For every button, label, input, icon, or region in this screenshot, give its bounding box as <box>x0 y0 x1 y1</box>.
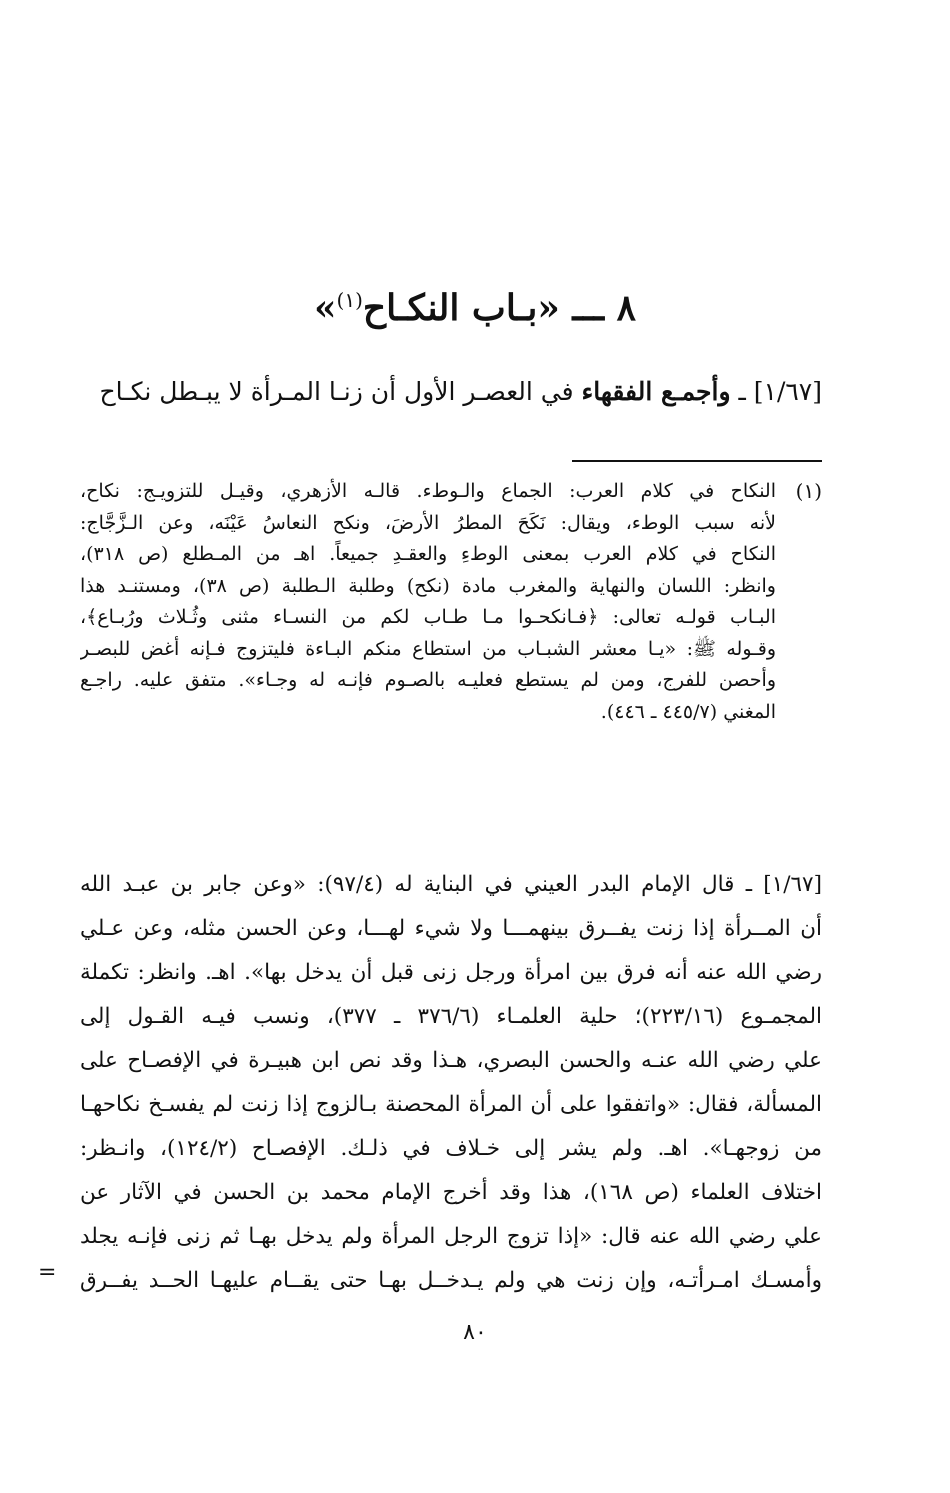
footnote-line: وقـوله ﷺ: «يـا معشر الشبـاب من استطاع منكم البـاءة فليتزوج فـإنه أغض للبصـر <box>80 637 776 660</box>
commentary-line: المسألة، فقال: «واتفقوا على أن المرأة المحصنة بـالزوج إذا زنت لم يفسـخ نكاحهـا <box>80 1092 822 1117</box>
continuation-mark: = <box>38 1260 57 1285</box>
footnote-line: المغني (٤٤٥/٧ ـ ٤٤٦). <box>600 700 776 723</box>
commentary-line: اختلاف العلماء (ص ١٦٨)، هذا وقد أخرج الإمام محمد بن الحسن في الآثار عن <box>80 1180 822 1205</box>
chapter-title <box>80 272 870 336</box>
main-text-bold: وأجمـع الفقهاء <box>581 377 731 406</box>
footnote-line: لأنه سبب الوطء، ويقال: نَكَحَ المطرُ الأرضَ، ونكح النعاسُ عَيْنَه، وعن الـزَّجَّاج: <box>80 511 776 534</box>
commentary-line: المجمـوع (٢٢٣/١٦)؛ حلية العلمـاء (٣٧٦/٦ ـ ٣٧٧)، ونسب فيـه القـول إلى <box>80 1004 822 1029</box>
page-number: ٨٠ <box>463 1320 487 1345</box>
commentary-line: علي رضي الله عنـه والحسن البصري، هـذا وقد نص ابن هبيـرة في الإفصـاح على <box>80 1048 822 1073</box>
commentary-line: رضي الله عنه أنه فرق بين امرأة ورجل زنى قبل أن يدخل بها». اهـ. وانظر: تكملة <box>80 960 822 985</box>
footnote-line: البـاب قولـه تعالى: ﴿فـانكحـوا مـا طـاب لكم من النسـاء مثنى وثُـلاث ورُبـاع﴾، <box>80 606 776 628</box>
main-text-rest: في العصـر الأول أن زنـا المـرأة لا يبـطل نكـاح <box>99 377 574 406</box>
footnote-text <box>80 476 776 728</box>
chapter-title-text: «بـاب النكـاح <box>362 287 560 329</box>
footnote-divider <box>572 460 822 462</box>
chapter-footnote-ref: (١) <box>336 288 363 312</box>
commentary-line: وأمسـك امـرأتـه، وإن زنت هي ولم يـدخــل بهـا حتى يقــام عليهـا الحــد يفــرق <box>80 1268 822 1293</box>
commentary-text <box>80 863 822 1303</box>
commentary-line: علي رضي الله عنه قال: «إذا تزوج الرجل المرأة ولم يدخل بهـا ثم زنى فإنـه يجلد <box>80 1224 822 1249</box>
chapter-number: ٨ ـــ <box>572 287 636 329</box>
commentary-line: [١/٦٧] ـ قال الإمام البدر العيني في البناية له (٩٧/٤): «وعن جابر بن عبـد الله <box>80 872 822 897</box>
main-text-line <box>80 372 822 412</box>
main-text-ref: [١/٦٧] ـ <box>738 377 822 406</box>
footnote <box>80 476 822 728</box>
footnote-line: النكاح في كلام العرب: الجماع والـوطء. قالـه الأزهري، وقيـل للتزويـج: نكاح، <box>80 480 776 502</box>
footnote-line: وأحصن للفرج، ومن لم يستطع فعليـه بالصـوم فإنـه له وجـاء». متفق عليه. راجـع <box>80 669 776 691</box>
footnote-line: النكاح في كلام العرب بمعنى الوطءِ والعقـدِ جميعاً. اهـ من المـطلع (ص ٣١٨)، <box>80 543 776 565</box>
footnote-line: وانظر: اللسان والنهاية والمغرب مادة (نكح) وطلبة الـطلبة (ص ٣٨)، ومستنـد هذا <box>80 574 776 597</box>
chapter-close-quote: » <box>314 287 337 329</box>
commentary-line: أن المــرأة إذا زنت يفــرق بينهمـــا ولا شيء لهـــا، وعن الحسن مثله، وعن عـلي <box>80 916 822 941</box>
commentary-line: من زوجهـا». اهـ. ولم يشر إلى خـلاف في ذلـك. الإفصـاح (١٢٤/٢)، وانـظر: <box>80 1136 822 1161</box>
footnote-number: (١) <box>795 479 822 503</box>
